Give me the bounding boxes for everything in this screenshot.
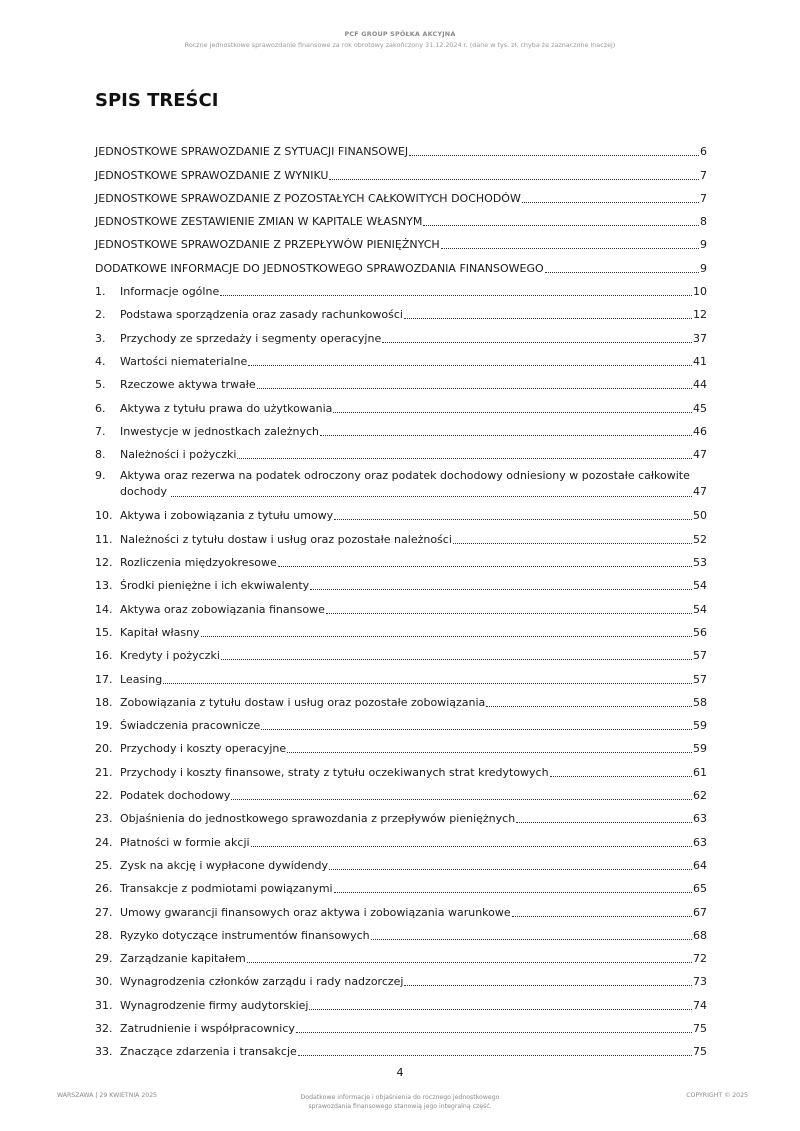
toc-entry-label: Świadczenia pracownicze [120, 719, 261, 733]
company-name: PCF GROUP SPÓŁKA AKCYJNA [344, 30, 456, 38]
toc-entry-label: JEDNOSTKOWE SPRAWOZDANIE Z PRZEPŁYWÓW PIENIĘŻNYCH [95, 238, 440, 252]
toc-entry-number: 31. [95, 998, 113, 1012]
toc-entry-number: 6. [95, 401, 106, 415]
dot-leader [486, 706, 692, 707]
toc-entry-page: 54 [693, 602, 707, 616]
toc-entry-number: 23. [95, 812, 113, 826]
toc-entry-number: 22. [95, 789, 113, 803]
toc-entry-number: 5. [95, 378, 106, 392]
toc-entry-number: 25. [95, 858, 113, 872]
dot-leader [326, 613, 692, 614]
toc-entry-label: JEDNOSTKOWE ZESTAWIENIE ZMIAN W KAPITALE WŁASNYM [95, 215, 423, 229]
toc-entry[interactable] [95, 206, 707, 229]
toc-entry-number: 9. [95, 469, 106, 483]
toc-entry-page: 57 [693, 649, 707, 663]
toc-entry-page: 10 [693, 285, 707, 299]
toc-entry-label: Należności z tytułu dostaw i usług oraz pozostałe należności [120, 532, 452, 546]
dot-leader [512, 916, 692, 917]
toc-entry-label: DODATKOWE INFORMACJE DO JEDNOSTKOWEGO SPRAWOZDANIA FINANSOWEGO [95, 261, 544, 275]
dot-leader [545, 272, 699, 273]
toc-entry[interactable] [95, 570, 707, 593]
toc-entry[interactable] [95, 663, 707, 686]
toc-entry-number: 4. [95, 354, 106, 368]
toc-entry-page: 63 [693, 812, 707, 826]
toc-entry-label: Środki pieniężne i ich ekwiwalenty [120, 579, 310, 593]
toc-entry-label: Podatek dochodowy [120, 789, 231, 803]
toc-entry-page: 59 [693, 742, 707, 756]
toc-entry-label: JEDNOSTKOWE SPRAWOZDANIE Z POZOSTAŁYCH CAŁKOWITYCH DOCHODÓW [95, 191, 521, 205]
toc-entry[interactable] [95, 183, 707, 206]
toc-entry[interactable] [95, 1036, 707, 1059]
toc-entry-number: 16. [95, 649, 113, 663]
dot-leader [171, 496, 692, 497]
toc-entry-number: 17. [95, 672, 113, 686]
toc-entry[interactable] [95, 1013, 707, 1036]
toc-entry[interactable] [95, 989, 707, 1012]
toc-entry[interactable] [95, 276, 707, 299]
toc-entry-label: Kredyty i pożyczki [120, 649, 220, 663]
toc-entry-number: 30. [95, 975, 113, 989]
toc-entry-label: Zobowiązania z tytułu dostaw i usług oraz pozostałe zobowiązania [120, 695, 486, 709]
toc-entry-page: 7 [700, 168, 707, 182]
toc-entry[interactable] [95, 896, 707, 919]
toc-entry-number: 33. [95, 1045, 113, 1059]
toc-entry[interactable] [95, 710, 707, 733]
toc-entry-number: 7. [95, 424, 106, 438]
toc-entry-page: 12 [693, 308, 707, 322]
toc-entry[interactable] [95, 159, 707, 182]
toc-entry-label: Informacje ogólne [120, 285, 220, 299]
footer-note-line-1: Dodatkowe informacje i objaśnienia do rocznego jednostkowego [300, 1094, 500, 1101]
toc-entry[interactable] [95, 966, 707, 989]
dot-leader [329, 179, 699, 180]
footer-copyright: COPYRIGHT © 2025 [686, 1092, 748, 1099]
toc-entry-number: 29. [95, 952, 113, 966]
toc-entry[interactable] [95, 687, 707, 710]
toc-entry-label: Ryzyko dotyczące instrumentów finansowych [120, 928, 370, 942]
dot-leader [310, 589, 692, 590]
toc-entry-label: Aktywa oraz zobowiązania finansowe [120, 602, 325, 616]
toc-entry-page: 52 [693, 532, 707, 546]
toc-entry-label: JEDNOSTKOWE SPRAWOZDANIE Z WYNIKU [95, 168, 329, 182]
dot-leader [247, 962, 692, 963]
toc-entry[interactable] [95, 593, 707, 616]
toc-entry-number: 10. [95, 509, 113, 523]
toc-entry-label: Przychody i koszty finansowe, straty z tytułu oczekiwanych strat kredytowych [120, 765, 549, 779]
dot-leader [320, 435, 692, 436]
toc-entry-page: 9 [700, 261, 707, 275]
toc-entry[interactable] [95, 873, 707, 896]
toc-entry-number: 1. [95, 285, 106, 299]
toc-entry-number: 26. [95, 882, 113, 896]
toc-entry-label: Przychody i koszty operacyjne [120, 742, 287, 756]
toc-entry[interactable] [95, 943, 707, 966]
toc-entry-page: 53 [693, 556, 707, 570]
toc-entry-page: 37 [693, 331, 707, 345]
toc-entry[interactable] [95, 416, 707, 439]
dot-leader [334, 519, 692, 520]
toc-entry-label: Umowy gwarancji finansowych oraz aktywa i zobowiązania warunkowe [120, 905, 511, 919]
toc-entry-page: 9 [700, 238, 707, 252]
toc-entry-label: Rzeczowe aktywa trwałe [120, 378, 256, 392]
toc-entry[interactable] [95, 920, 707, 943]
toc-entry-label: Zatrudnienie i współpracownicy [120, 1021, 295, 1035]
toc-entry-label: Leasing [120, 672, 163, 686]
dot-leader [404, 985, 692, 986]
toc-entry-label: Przychody ze sprzedaży i segmenty operacyjne [120, 331, 382, 345]
dot-leader [423, 225, 699, 226]
dot-leader [333, 412, 692, 413]
dot-leader [220, 295, 692, 296]
dot-leader [251, 846, 692, 847]
toc-entry-page: 47 [693, 448, 707, 462]
toc-entry-label: Objaśnienia do jednostkowego sprawozdania z przepływów pieniężnych [120, 812, 516, 826]
toc-entry-page: 41 [693, 354, 707, 368]
toc-entry-number: 19. [95, 719, 113, 733]
toc-entry-label: Płatności w formie akcji [120, 835, 250, 849]
toc-entry-page: 75 [693, 1021, 707, 1035]
toc-entry-number: 13. [95, 579, 113, 593]
toc-entry[interactable] [95, 780, 707, 803]
dot-leader [201, 636, 692, 637]
toc-entry-number: 27. [95, 905, 113, 919]
toc-entry[interactable] [95, 299, 707, 322]
dot-leader [516, 822, 692, 823]
toc-entry-number: 15. [95, 625, 113, 639]
toc-notes-10-33 [95, 500, 707, 1059]
toc-notes-1-8 [95, 276, 707, 462]
toc-entry[interactable] [95, 640, 707, 663]
toc-entry-page: 56 [693, 625, 707, 639]
toc-entry-label: Aktywa oraz rezerwa na podatek odroczony oraz podatek dochodowy odniesiony w pozostałe całkowite [120, 469, 690, 483]
toc-entry-page: 47 [693, 485, 707, 499]
dot-leader [329, 869, 692, 870]
toc-entry-page: 59 [693, 719, 707, 733]
dot-leader [278, 566, 692, 567]
toc-entry-page: 74 [693, 998, 707, 1012]
toc-entry[interactable] [95, 322, 707, 345]
dot-leader [237, 458, 692, 459]
dot-leader [298, 1055, 692, 1056]
dot-leader [522, 202, 699, 203]
toc-entry-label: JEDNOSTKOWE SPRAWOZDANIE Z SYTUACJI FINANSOWEJ [95, 145, 409, 159]
toc-entry-page: 63 [693, 835, 707, 849]
dot-leader [296, 1032, 692, 1033]
page-title: SPIS TREŚCI [95, 90, 219, 111]
toc-entry-page: 62 [693, 789, 707, 803]
toc-entry-number: 11. [95, 532, 113, 546]
toc-entry-page: 46 [693, 424, 707, 438]
toc-entry-number: 28. [95, 928, 113, 942]
toc-entry-page: 68 [693, 928, 707, 942]
toc-entry[interactable] [95, 826, 707, 849]
toc-entry-label: Wartości niematerialne [120, 354, 248, 368]
dot-leader [404, 318, 692, 319]
report-subtitle: Roczne jednostkowe sprawozdanie finansowe za rok obrotowy zakończony 31.12.2024 r. (dane w tys. zł, chyba że zaznaczone inaczej) [184, 41, 616, 49]
toc-entry[interactable] [95, 547, 707, 570]
toc-entry[interactable] [95, 252, 707, 275]
dot-leader [248, 365, 692, 366]
dot-leader [371, 939, 692, 940]
dot-leader [550, 776, 692, 777]
toc-entry-page: 65 [693, 882, 707, 896]
toc-entry-page: 54 [693, 579, 707, 593]
toc-entry[interactable] [95, 523, 707, 546]
toc-entry-number: 21. [95, 765, 113, 779]
toc-entry[interactable] [95, 392, 707, 415]
footer-location-date: WARSZAWA | 29 KWIETNIA 2025 [57, 1092, 158, 1099]
dot-leader [257, 388, 692, 389]
toc-entry-label: Aktywa z tytułu prawa do użytkowania [120, 401, 333, 415]
toc-entry-label: Podstawa sporządzenia oraz zasady rachunkowości [120, 308, 403, 322]
toc-entry-number: 12. [95, 556, 113, 570]
dot-leader [309, 1009, 692, 1010]
toc-entry[interactable] [95, 346, 707, 369]
dot-leader [261, 729, 692, 730]
dot-leader [231, 799, 692, 800]
toc-main-sections [95, 136, 707, 276]
page-number: 4 [396, 1066, 404, 1079]
toc-entry[interactable] [95, 439, 707, 462]
toc-entry-number: 2. [95, 308, 106, 322]
toc-entry[interactable] [95, 733, 707, 756]
dot-leader [453, 543, 692, 544]
toc-entry-page: 7 [700, 191, 707, 205]
toc-entry-number: 20. [95, 742, 113, 756]
toc-entry-page: 72 [693, 952, 707, 966]
footer-note [250, 1093, 550, 1111]
toc-entry-page: 44 [693, 378, 707, 392]
toc-entry[interactable] [95, 756, 707, 779]
toc-entry[interactable] [95, 617, 707, 640]
toc-entry-label: Zarządzanie kapitałem [120, 952, 246, 966]
dot-leader [409, 155, 699, 156]
toc-entry[interactable] [95, 803, 707, 826]
toc-entry[interactable] [95, 369, 707, 392]
toc-entry-page: 45 [693, 401, 707, 415]
toc-entry-9[interactable] [95, 462, 707, 500]
toc-entry-page: 57 [693, 672, 707, 686]
toc-entry-page: 50 [693, 509, 707, 523]
dot-leader [382, 342, 692, 343]
toc-entry-page: 64 [693, 858, 707, 872]
toc-entry-page: 61 [693, 765, 707, 779]
toc-entry-page: 58 [693, 695, 707, 709]
dot-leader [287, 752, 692, 753]
toc-entry-page: 73 [693, 975, 707, 989]
toc-entry-label-continued: dochody [120, 485, 167, 499]
toc-entry-label: Znaczące zdarzenia i transakcje [120, 1045, 297, 1059]
toc-entry-number: 32. [95, 1021, 113, 1035]
toc-entry-number: 24. [95, 835, 113, 849]
toc-entry[interactable] [95, 850, 707, 873]
toc-entry[interactable] [95, 136, 707, 159]
toc-entry-label: Aktywa i zobowiązania z tytułu umowy [120, 509, 334, 523]
dot-leader [221, 659, 692, 660]
toc-entry-page: 6 [700, 145, 707, 159]
footer-note-line-2: sprawozdania finansowego stanowią jego integralną część. [308, 1103, 492, 1110]
table-of-contents [95, 136, 707, 1059]
toc-entry[interactable] [95, 500, 707, 523]
page-header [0, 30, 800, 49]
toc-entry-label: Inwestycje w jednostkach zależnych [120, 424, 319, 438]
toc-entry[interactable] [95, 229, 707, 252]
toc-entry-label: Należności i pożyczki [120, 448, 237, 462]
toc-entry-label: Rozliczenia międzyokresowe [120, 556, 277, 570]
toc-entry-label: Transakcje z podmiotami powiązanymi [120, 882, 333, 896]
toc-entry-number: 14. [95, 602, 113, 616]
toc-entry-label: Kapitał własny [120, 625, 200, 639]
toc-entry-label: Wynagrodzenie firmy audytorskiej [120, 998, 309, 1012]
toc-entry-number: 3. [95, 331, 106, 345]
dot-leader [163, 683, 692, 684]
toc-entry-label: Wynagrodzenia członków zarządu i rady nadzorczej [120, 975, 404, 989]
toc-entry-page: 75 [693, 1045, 707, 1059]
toc-entry-page: 67 [693, 905, 707, 919]
toc-entry-label: Zysk na akcję i wypłacone dywidendy [120, 858, 329, 872]
dot-leader [441, 248, 699, 249]
toc-entry-number: 18. [95, 695, 113, 709]
dot-leader [334, 892, 692, 893]
toc-entry-number: 8. [95, 448, 106, 462]
toc-entry-page: 8 [700, 215, 707, 229]
